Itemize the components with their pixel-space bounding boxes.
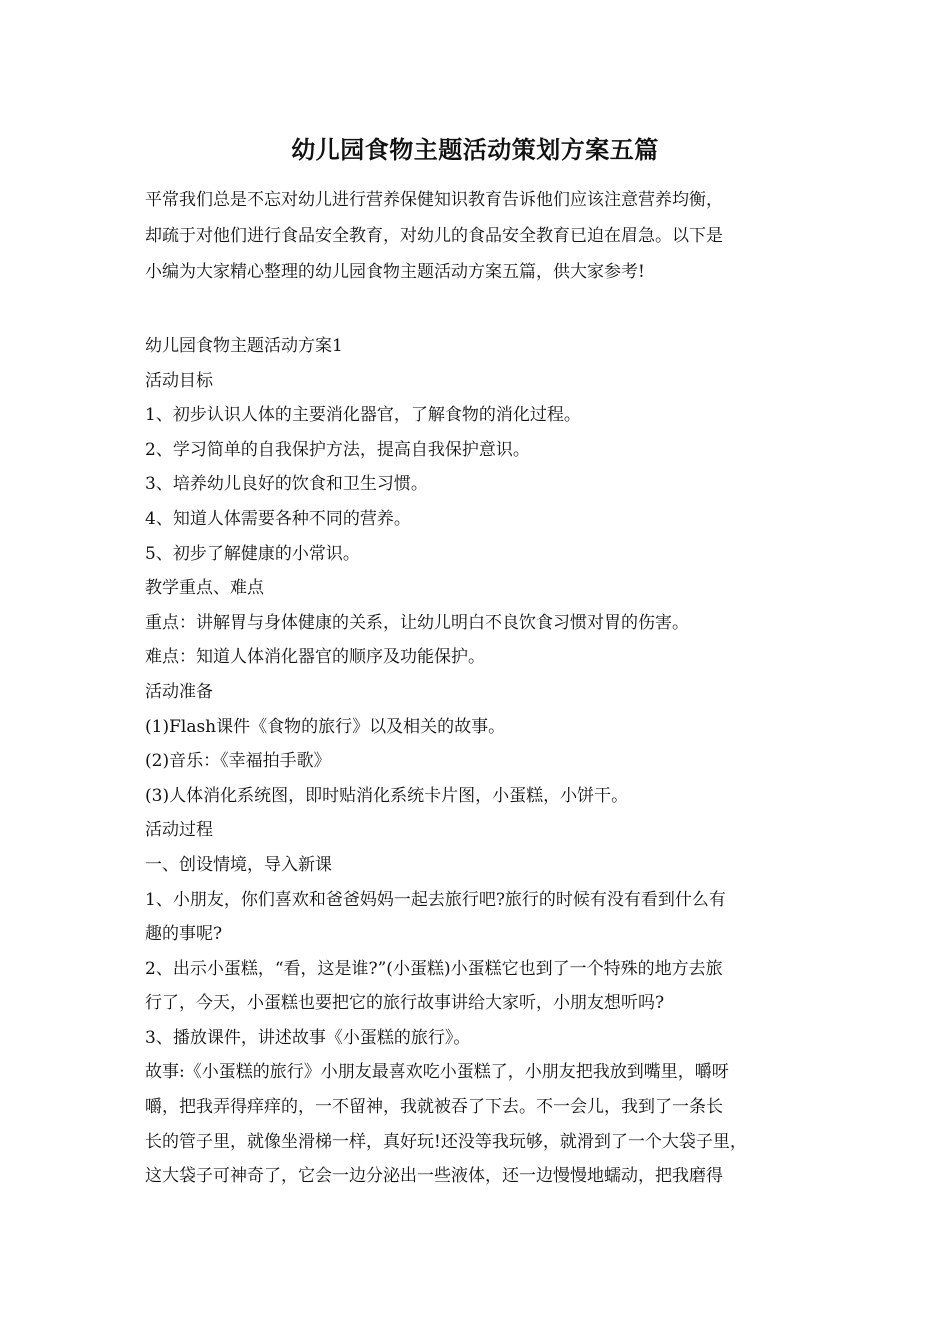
text-line: 3、培养幼儿良好的饮食和卫生习惯。 xyxy=(145,474,428,495)
text-line: 难点：知道人体消化器官的顺序及功能保护。 xyxy=(145,647,485,668)
text-line: 一、创设情境，导入新课 xyxy=(145,854,332,875)
text-line: 1、小朋友，你们喜欢和爸爸妈妈一起去旅行吧?旅行的时候有没有看到什么有 xyxy=(145,889,726,910)
text-line: 这大袋子可神奇了，它会一边分泌出一些液体，还一边慢慢地蠕动，把我磨得 xyxy=(145,1166,723,1187)
text-line: 4、知道人体需要各种不同的营养。 xyxy=(145,508,411,529)
text-line: 1、初步认识人体的主要消化器官，了解食物的消化过程。 xyxy=(145,405,581,426)
subheading: 活动过程 xyxy=(145,820,213,841)
text-line: 故事:《小蛋糕的旅行》小朋友最喜欢吃小蛋糕了，小朋友把我放到嘴里，嚼呀 xyxy=(145,1062,729,1083)
text-line: (1)Flash课件《食物的旅行》以及相关的故事。 xyxy=(145,716,506,737)
subheading: 活动目标 xyxy=(145,370,213,391)
document-title: 幼儿园食物主题活动策划方案五篇 xyxy=(291,135,659,164)
text-line: 重点：讲解胃与身体健康的关系，让幼儿明白不良饮食习惯对胃的伤害。 xyxy=(145,612,689,633)
text-line: 长的管子里，就像坐滑梯一样，真好玩!还没等我玩够，就滑到了一个大袋子里， xyxy=(145,1131,747,1152)
subheading: 活动准备 xyxy=(145,681,213,702)
text-line: 2、出示小蛋糕，“看，这是谁?”(小蛋糕)小蛋糕它也到了一个特殊的地方去旅 xyxy=(145,958,723,979)
text-line: 3、播放课件，讲述故事《小蛋糕的旅行》。 xyxy=(145,1027,471,1048)
intro-line: 平常我们总是不忘对幼儿进行营养保健知识教育告诉他们应该注意营养均衡， xyxy=(145,190,723,210)
intro-line: 小编为大家精心整理的幼儿园食物主题活动方案五篇，供大家参考! xyxy=(145,262,645,282)
text-line: (2)音乐：《幸福拍手歌》 xyxy=(145,751,331,772)
text-line: 2、学习简单的自我保护方法，提高自我保护意识。 xyxy=(145,439,530,460)
intro-line: 却疏于对他们进行食品安全教育，对幼儿的食品安全教育已迫在眉急。以下是 xyxy=(145,226,723,246)
subheading: 教学重点、难点 xyxy=(145,578,264,599)
text-line: 5、初步了解健康的小常识。 xyxy=(145,543,360,564)
intro-paragraph xyxy=(145,182,810,290)
text-line: 嚼，把我弄得痒痒的，一不留神，我就被吞了下去。不一会儿，我到了一条长 xyxy=(145,1097,723,1118)
text-line: 趣的事呢? xyxy=(145,924,223,945)
text-line: (3)人体消化系统图，即时贴消化系统卡片图，小蛋糕，小饼干。 xyxy=(145,785,629,806)
section-heading: 幼儿园食物主题活动方案1 xyxy=(145,336,343,356)
text-line: 行了，今天，小蛋糕也要把它的旅行故事讲给大家听，小朋友想听吗? xyxy=(145,993,665,1014)
document-body xyxy=(145,329,815,1194)
